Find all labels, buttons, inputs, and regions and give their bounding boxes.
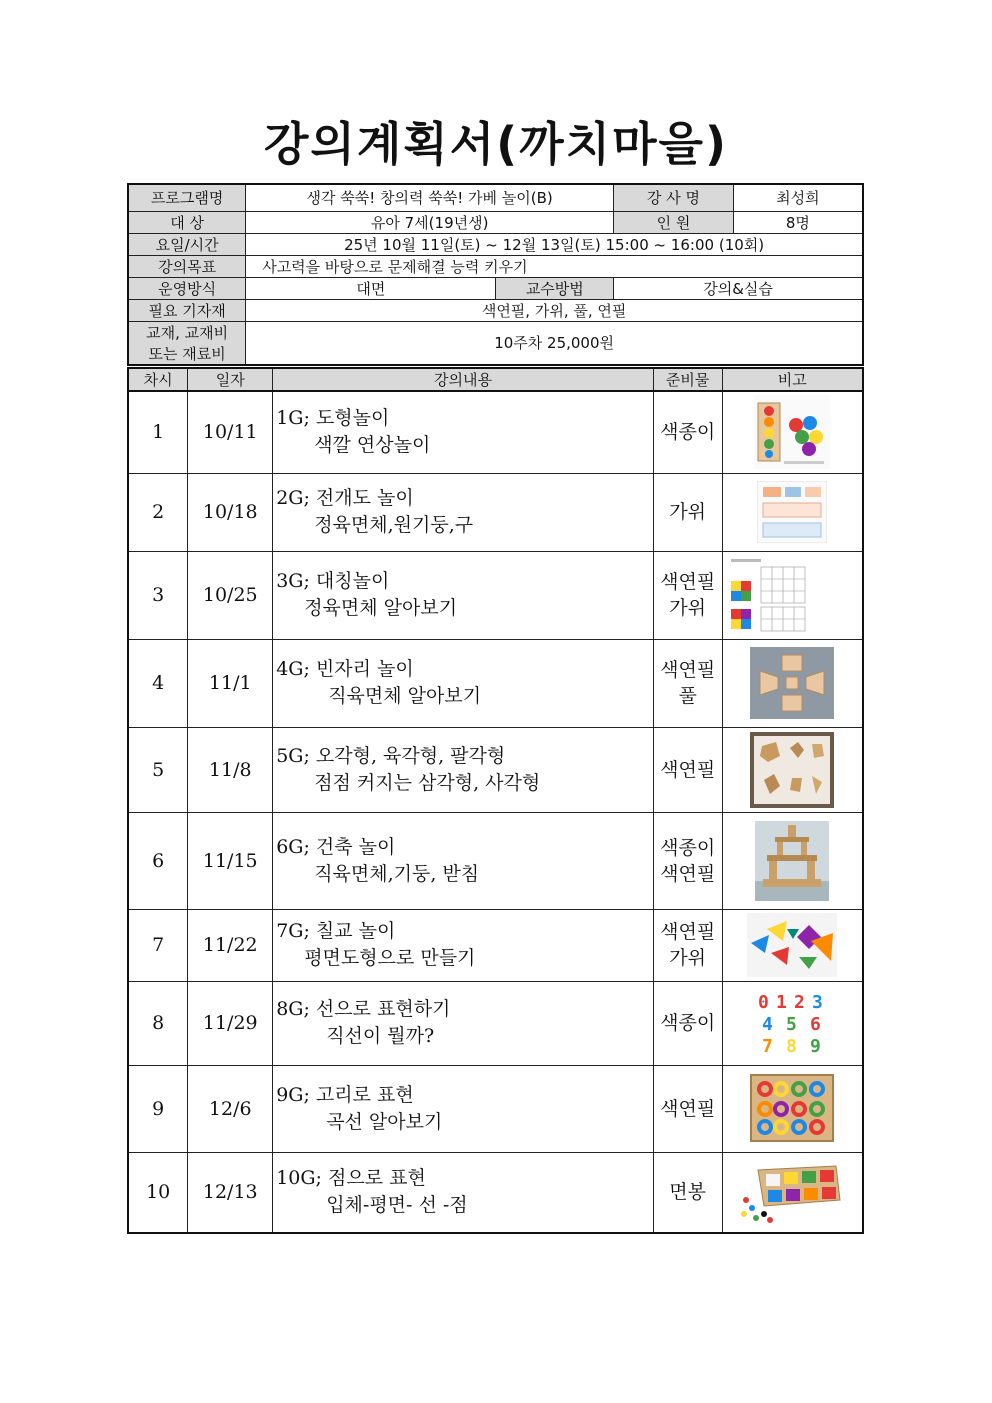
- prep-line1: 색연필: [660, 659, 716, 681]
- prep-line2: 가위: [669, 947, 706, 969]
- session-prep: [653, 1152, 722, 1233]
- table-row: [128, 727, 863, 812]
- symmetry-grid-image: [722, 551, 863, 639]
- schedule-value: 25년 10월 11일(토) ~ 12월 13일(토) 15:00 ~ 16:00 (10회): [246, 233, 863, 255]
- content-line1: 7G; 칠교 놀이: [276, 920, 396, 942]
- schedule-label: 요일/시간: [128, 233, 246, 255]
- session-date: 11/29: [188, 981, 273, 1065]
- prep-line2: 풀: [678, 685, 697, 707]
- session-prep: [653, 981, 722, 1065]
- session-prep: [653, 391, 722, 473]
- svg-text:0: 0: [758, 992, 770, 1013]
- material-label-line1: 교재, 교재비: [146, 323, 229, 342]
- content-line2: 정육면체,원기둥,구: [314, 514, 474, 536]
- headcount-value: 8명: [733, 211, 863, 233]
- session-no: 1: [128, 391, 188, 473]
- table-row: [128, 1152, 863, 1233]
- goal-label: 강의목표: [128, 255, 246, 277]
- content-line2: 입체-평면- 선 -점: [326, 1194, 468, 1217]
- session-content: [273, 981, 654, 1065]
- session-prep: [653, 812, 722, 909]
- session-no: 8: [128, 981, 188, 1065]
- program-value: 생각 쑥쑥! 창의력 쑥쑥! 가베 놀이(B): [246, 184, 614, 211]
- content-line1: 6G; 건축 놀이: [276, 835, 396, 858]
- material-label: [128, 321, 246, 365]
- svg-text:6: 6: [810, 1014, 822, 1035]
- content-line2: 평면도형으로 만들기: [304, 947, 476, 969]
- header-session: 차시: [128, 368, 188, 391]
- session-content: [273, 391, 654, 473]
- table-row: [128, 812, 863, 909]
- content-line2: 직선이 뭘까?: [326, 1025, 435, 1047]
- material-label-line2: 또는 재료비: [148, 344, 226, 363]
- prep-line1: 색종이: [660, 421, 716, 444]
- session-prep: [653, 909, 722, 981]
- content-line1: 10G; 점으로 표현: [276, 1167, 426, 1190]
- headcount-label: 인 원: [614, 211, 734, 233]
- method-label: 교수방법: [496, 277, 614, 299]
- program-label: 프로그램명: [128, 184, 246, 211]
- instructor-label: 강 사 명: [614, 184, 734, 211]
- session-date: 11/15: [188, 812, 273, 909]
- session-prep: [653, 551, 722, 639]
- content-line1: 2G; 전개도 놀이: [276, 487, 414, 509]
- course-info-table: [127, 183, 864, 366]
- wooden-blocks-pattern-image: [722, 639, 863, 727]
- header-date: 일자: [188, 368, 273, 391]
- session-date: 12/13: [188, 1152, 273, 1233]
- goal-value: 사고력을 바탕으로 문제해결 능력 키우기: [246, 255, 863, 277]
- session-date: 10/11: [188, 391, 273, 473]
- table-row: [128, 473, 863, 551]
- prep-line1: 색연필: [660, 921, 716, 943]
- content-line1: 9G; 고리로 표현: [276, 1083, 414, 1106]
- prep-line1: 색연필: [660, 1097, 716, 1120]
- svg-text:4: 4: [762, 1014, 774, 1035]
- prep-line2: 색연필: [660, 862, 716, 885]
- target-value: 유아 7세(19년생): [246, 211, 614, 233]
- session-no: 6: [128, 812, 188, 909]
- content-line2: 직육면체,기둥, 받침: [314, 862, 480, 885]
- page-title: 강의계획서(까치마을): [264, 117, 728, 171]
- svg-text:1: 1: [776, 992, 788, 1013]
- content-line2: 색깔 연상놀이: [314, 434, 431, 457]
- session-content: [273, 1065, 654, 1152]
- table-row: [128, 981, 863, 1065]
- dots-tray-image: [722, 1152, 863, 1233]
- svg-text:7: 7: [762, 1036, 774, 1056]
- session-prep: [653, 1065, 722, 1152]
- rainbow-balls-box-image: [722, 391, 863, 473]
- prep-line1: 면봉: [669, 1181, 706, 1204]
- table-row: [128, 391, 863, 473]
- session-no: 3: [128, 551, 188, 639]
- svg-text:3: 3: [812, 992, 824, 1013]
- session-no: 5: [128, 727, 188, 812]
- content-line1: 4G; 빈자리 놀이: [276, 658, 414, 680]
- lesson-schedule-table: [127, 367, 864, 1234]
- session-content: [273, 909, 654, 981]
- session-date: 12/6: [188, 1065, 273, 1152]
- session-no: 2: [128, 473, 188, 551]
- instructor-value: 최성희: [733, 184, 863, 211]
- equipment-label: 필요 기자재: [128, 299, 246, 321]
- material-value: 10주차 25,000원: [246, 321, 863, 365]
- session-date: 10/18: [188, 473, 273, 551]
- mode-label: 운영방식: [128, 277, 246, 299]
- content-line1: 3G; 대칭놀이: [276, 570, 390, 592]
- table-row: [128, 551, 863, 639]
- method-value: 강의&실습: [614, 277, 863, 299]
- session-content: [273, 639, 654, 727]
- session-content: [273, 473, 654, 551]
- session-no: 4: [128, 639, 188, 727]
- content-line2: 곡선 알아보기: [326, 1110, 443, 1133]
- prep-line1: 색연필: [660, 571, 716, 593]
- target-label: 대 상: [128, 211, 246, 233]
- content-line2: 직육면체 알아보기: [328, 685, 482, 707]
- prep-line1: 가위: [669, 501, 706, 523]
- header-note: 비고: [722, 368, 863, 391]
- content-line1: 8G; 선으로 표현하기: [276, 998, 451, 1020]
- session-content: [273, 812, 654, 909]
- session-content: [273, 727, 654, 812]
- rings-box-image: [722, 1065, 863, 1152]
- net-worksheet-image: [722, 473, 863, 551]
- prep-line2: 가위: [669, 597, 706, 619]
- content-line1: 5G; 오각형, 육각형, 팔각형: [276, 744, 506, 767]
- header-prep: 준비물: [653, 368, 722, 391]
- session-no: 9: [128, 1065, 188, 1152]
- content-line2: 점점 커지는 삼각형, 사각형: [314, 771, 541, 794]
- header-content: 강의내용: [273, 368, 654, 391]
- session-date: 11/22: [188, 909, 273, 981]
- session-prep: [653, 639, 722, 727]
- stick-numbers-image: [722, 981, 863, 1065]
- wooden-shapes-board-image: [722, 727, 863, 812]
- mode-value: 대면: [246, 277, 496, 299]
- session-date: 11/8: [188, 727, 273, 812]
- svg-text:5: 5: [786, 1014, 798, 1035]
- content-line2: 정육면체 알아보기: [304, 597, 458, 619]
- session-content: [273, 1152, 654, 1233]
- session-date: 10/25: [188, 551, 273, 639]
- svg-text:2: 2: [794, 992, 806, 1013]
- session-no: 10: [128, 1152, 188, 1233]
- svg-text:8: 8: [786, 1036, 798, 1056]
- table-row: [128, 639, 863, 727]
- session-prep: [653, 727, 722, 812]
- content-line1: 1G; 도형놀이: [276, 407, 390, 430]
- table-row: [128, 909, 863, 981]
- prep-line1: 색연필: [660, 758, 716, 781]
- prep-line1: 색종이: [660, 836, 716, 859]
- table-row: [128, 1065, 863, 1152]
- prep-line1: 색종이: [660, 1012, 716, 1034]
- session-no: 7: [128, 909, 188, 981]
- svg-text:9: 9: [810, 1036, 822, 1056]
- session-prep: [653, 473, 722, 551]
- block-tower-image: [722, 812, 863, 909]
- session-content: [273, 551, 654, 639]
- session-date: 11/1: [188, 639, 273, 727]
- equipment-value: 색연필, 가위, 풀, 연필: [246, 299, 863, 321]
- tangram-pieces-image: [722, 909, 863, 981]
